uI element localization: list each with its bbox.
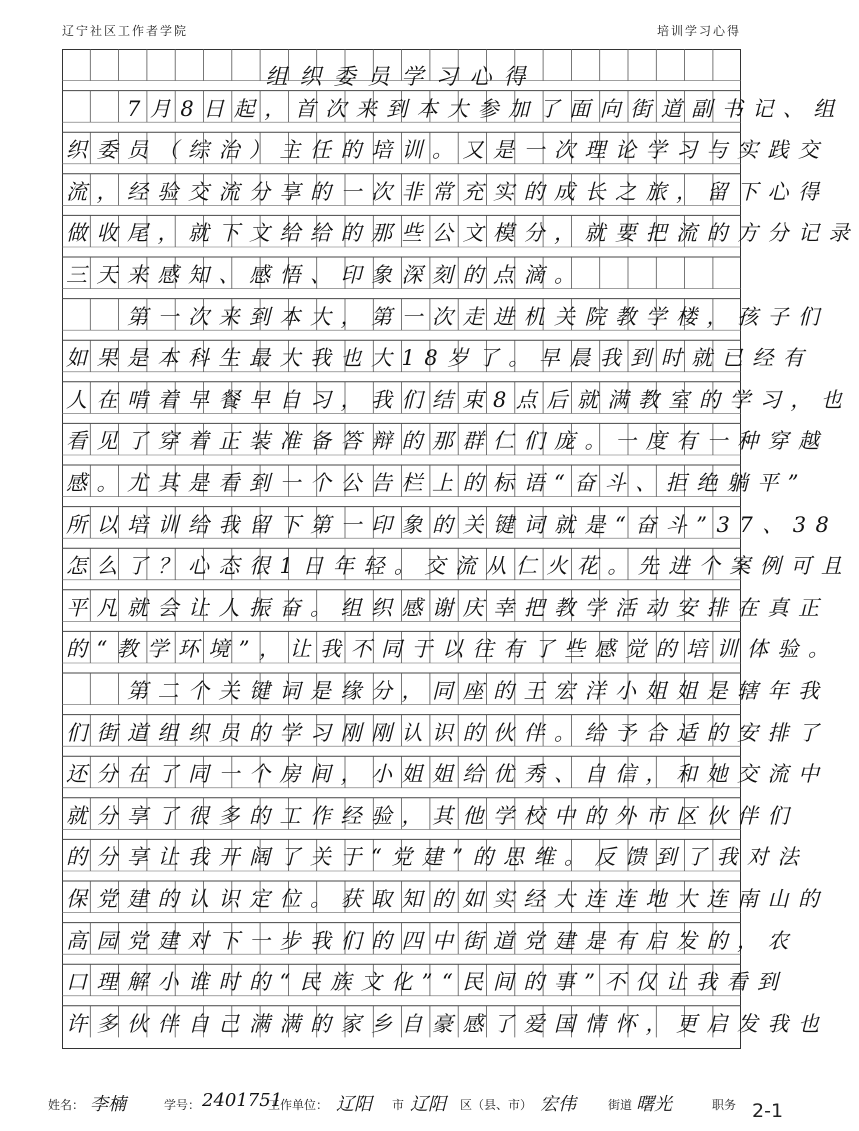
essay-line: 保党建的认识定位。获取知的如实经大连连地大连南山的 xyxy=(66,887,829,911)
essay-line: 第二个关键词是缘分，同座的王宏洋小姐姐是辖年我 xyxy=(66,679,829,703)
essay-line: 7月8日起，首次来到本大参加了面向街道副书记、组 xyxy=(66,96,844,121)
essay-line: 口理解小谁时的“民族文化”“民间的事”不仅让我看到 xyxy=(66,970,788,995)
essay-line: 还分在了同一个房间，小姐姐给优秀、自信，和她交流中 xyxy=(66,762,829,787)
footer-form xyxy=(40,1092,760,1118)
duty-label: 职务 xyxy=(712,1098,737,1112)
street-label: 街道 xyxy=(608,1098,633,1112)
unit-label: 工作单位： xyxy=(268,1098,329,1112)
essay-line: 高园党建对下一步我们的四中街道党建是有启发的，农 xyxy=(66,928,798,953)
essay-line: 许多伙伴自己满满的家乡自豪感了爱国情怀，更启发我也 xyxy=(66,1011,829,1036)
essay-line: 怎么了？心态很1日年轻。交流从仁火花。先进个案例可且 xyxy=(66,554,852,579)
name-label: 姓名： xyxy=(48,1098,85,1112)
essay-line: 三天来感知、感悟、印象深刻的点滴。 xyxy=(66,263,585,287)
name-value: 李楠 xyxy=(90,1094,126,1115)
essay-line: 看见了穿着正装准备答辩的那群仁们庞。一度有一种穿越 xyxy=(66,429,829,454)
district-value: 宏伟 xyxy=(540,1094,576,1115)
essay-line: 第一次来到本大，第一次走进机关院教学楼，孩子们 xyxy=(66,304,829,329)
essay-line: 们街道组织员的学习刚刚认识的伙伴。给予合适的安排了 xyxy=(66,720,829,745)
essay-line: 的分享让我开阔了关于“党建”的思维。反馈到了我对法 xyxy=(66,845,808,870)
essay-line: 做收尾，就下文给给的那些公文模分，就要把流的方分记录 xyxy=(66,221,859,246)
essay-line: 所以培训给我留下第一印象的关键词就是“奋斗”37、38 xyxy=(66,512,839,537)
header-document-type: 培训学习心得 xyxy=(656,24,741,38)
essay-line: 流，经验交流分享的一次非常充实的成长之旅，留下心得 xyxy=(66,179,829,204)
essay-line: 的“教学环境”，让我不同于以往有了些感觉的培训体验。 xyxy=(66,637,839,662)
district-label: 区（县、市） xyxy=(460,1098,533,1112)
essay-line: 如果是本科生最大我也大18岁了。早晨我到时就已经有 xyxy=(66,346,814,371)
essay-line: 织委员（综治）主任的培训。又是一次理论学习与实践交 xyxy=(66,138,829,163)
city-value: 辽阳 xyxy=(410,1094,446,1115)
city-label: 市 xyxy=(392,1098,405,1112)
header-school-name: 辽宁社区工作者学院 xyxy=(62,24,189,38)
unit-value: 辽阳 xyxy=(336,1094,372,1115)
page-number: 2-1 xyxy=(752,1100,784,1122)
essay-line: 感。尤其是看到一个公告栏上的标语“奋斗、拒绝躺平” xyxy=(66,471,808,495)
essay-title: 组织委员学习心得 xyxy=(265,65,538,90)
street-value: 曙光 xyxy=(636,1094,672,1115)
id-value: 2401751 xyxy=(202,1090,283,1111)
essay-line: 人在啃着早餐早自习，我们结束8点后就满教室的学习，也 xyxy=(66,387,852,412)
essay-line: 就分享了很多的工作经验，其他学校中的外市区伙伴们 xyxy=(66,803,798,828)
essay-line: 平凡就会让人振奋。组织感谢庆幸把教学活动安排在真正 xyxy=(66,595,829,620)
id-label: 学号： xyxy=(164,1098,201,1112)
